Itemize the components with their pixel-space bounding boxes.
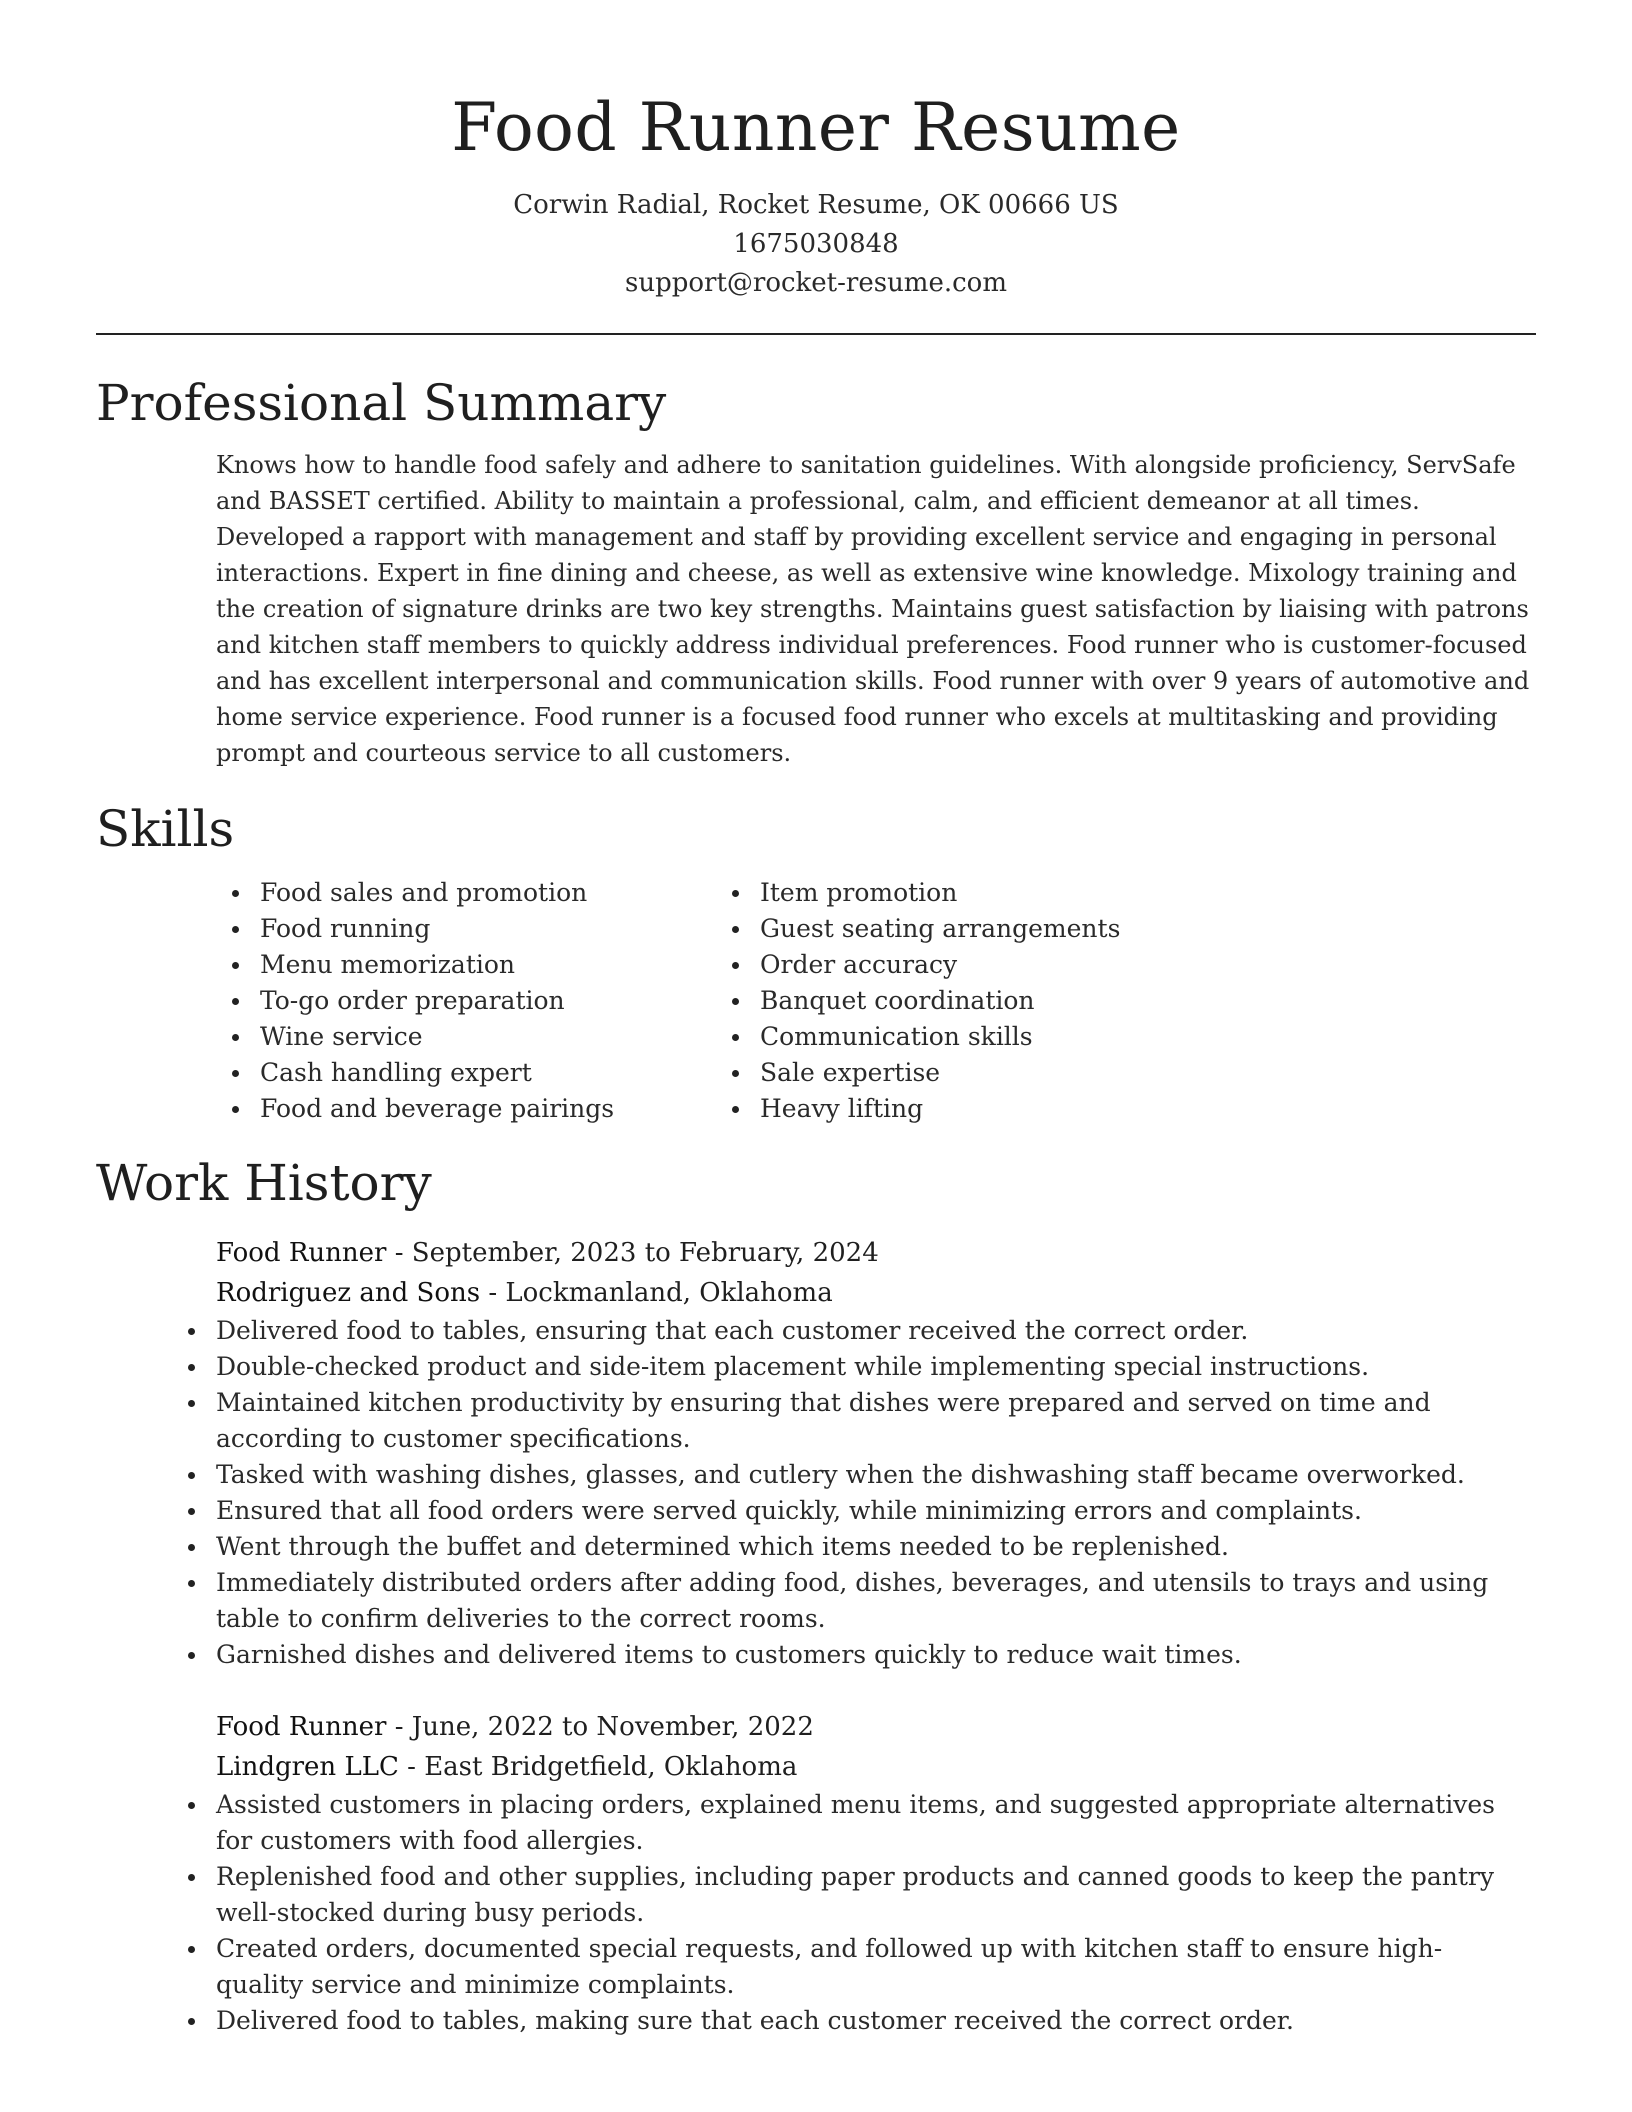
- skill-item: Food and beverage pairings: [260, 1091, 746, 1127]
- skills-grid: [96, 875, 1536, 1127]
- job-duty: Delivered food to tables, making sure that each customer received the correct order.: [216, 2003, 1516, 2039]
- skill-item: Menu memorization: [260, 947, 746, 983]
- skill-item: Cash handling expert: [260, 1055, 746, 1091]
- skill-item: To-go order preparation: [260, 983, 746, 1019]
- job-duties: [216, 1787, 1516, 2039]
- job-duty: Tasked with washing dishes, glasses, and cutlery when the dishwashing staff became overworked.: [216, 1457, 1516, 1493]
- skills-heading: Skills: [96, 800, 235, 858]
- job-duty: Delivered food to tables, ensuring that each customer received the correct order.: [216, 1313, 1516, 1349]
- job-duty: Went through the buffet and determined which items needed to be replenished.: [216, 1529, 1516, 1565]
- work-history-section: [96, 1151, 1536, 2039]
- job-duty: Ensured that all food orders were served quickly, while minimizing errors and complaints.: [216, 1493, 1516, 1529]
- job-company: Rodriguez and Sons: [216, 1278, 481, 1308]
- job-duty: Maintained kitchen productivity by ensuring that dishes were prepared and served on time and according to customer specifications.: [216, 1385, 1516, 1457]
- resume-page: [96, 0, 1536, 2039]
- skill-item: Banquet coordination: [760, 983, 1396, 1019]
- skill-item: Food sales and promotion: [260, 875, 746, 911]
- job-entry: [216, 1233, 1536, 1673]
- skill-item: Wine service: [260, 1019, 746, 1055]
- job-dates: September, 2023 to February, 2024: [411, 1238, 879, 1268]
- job-duty: Replenished food and other supplies, including paper products and canned goods to keep the pantry well-stocked during busy periods.: [216, 1859, 1516, 1931]
- skills-column-left: [96, 875, 746, 1127]
- skill-item: Item promotion: [760, 875, 1396, 911]
- job-duties: [216, 1313, 1516, 1673]
- job-duty: Created orders, documented special requests, and followed up with kitchen staff to ensure high-quality service and minimize complaints.: [216, 1931, 1516, 2003]
- summary-text: Knows how to handle food safely and adhere to sanitation guidelines. With alongside proficiency, ServSafe and BASSET certified. Ability to maintain a professional, calm, and efficient demeanor at all times. Developed a rapport with management and staff by providing excellent service and engaging in personal interactions. Expert in fine dining and cheese, as well as extensive wine knowledge. Mixology training and the creation of signature drinks are two key strengths. Maintains guest satisfaction by liaising with patrons and kitchen staff members to quickly address individual preferences. Food runner who is customer-focused and has excellent interpersonal and communication skills. Food runner with over 9 years of automotive and home service experience. Food runner is a focused food runner who excels at multitasking and providing prompt and courteous service to all customers.: [216, 451, 1530, 767]
- job-title: Food Runner: [216, 1712, 387, 1742]
- job-duty: Immediately distributed orders after adding food, dishes, beverages, and utensils to trays and using table to confirm deliveries to the correct rooms.: [216, 1565, 1516, 1637]
- skills-column-right: [746, 875, 1396, 1127]
- job-title: Food Runner: [216, 1238, 387, 1268]
- skill-item: Order accuracy: [760, 947, 1396, 983]
- skill-item: Communication skills: [760, 1019, 1396, 1055]
- work-history-heading: Work History: [96, 1154, 432, 1212]
- summary-heading: Professional Summary: [96, 374, 667, 432]
- contact-phone: 1675030848: [733, 229, 899, 259]
- job-dates: June, 2022 to November, 2022: [411, 1712, 814, 1742]
- skill-item: Guest seating arrangements: [760, 911, 1396, 947]
- skill-item: Heavy lifting: [760, 1091, 1396, 1127]
- job-location: East Bridgetfield, Oklahoma: [424, 1752, 798, 1782]
- contact-address: Corwin Radial, Rocket Resume, OK 00666 US: [513, 190, 1119, 220]
- header-divider: [96, 333, 1536, 335]
- job-duty: Garnished dishes and delivered items to customers quickly to reduce wait times.: [216, 1637, 1516, 1673]
- job-duty: Double-checked product and side-item placement while implementing special instructions.: [216, 1349, 1516, 1385]
- job-location: Lockmanland, Oklahoma: [505, 1278, 833, 1308]
- summary-section: [96, 371, 1536, 771]
- job-duty: Assisted customers in placing orders, explained menu items, and suggested appropriate alternatives for customers with food allergies.: [216, 1787, 1516, 1859]
- job-company: Lindgren LLC: [216, 1752, 399, 1782]
- job-title-line: Food Runner - September, 2023 to February, 2024: [216, 1238, 879, 1268]
- skill-item: Food running: [260, 911, 746, 947]
- job-title-line: Food Runner - June, 2022 to November, 2022: [216, 1712, 814, 1742]
- skills-section: [96, 797, 1536, 1127]
- job-entry: [216, 1707, 1536, 2039]
- job-company-line: Lindgren LLC - East Bridgetfield, Oklahoma: [216, 1752, 798, 1782]
- skill-item: Sale expertise: [760, 1055, 1396, 1091]
- job-company-line: Rodriguez and Sons - Lockmanland, Oklahoma: [216, 1278, 833, 1308]
- contact-email: support@rocket-resume.com: [624, 268, 1007, 298]
- resume-title: Food Runner Resume: [451, 89, 1181, 166]
- contact-block: [96, 186, 1536, 303]
